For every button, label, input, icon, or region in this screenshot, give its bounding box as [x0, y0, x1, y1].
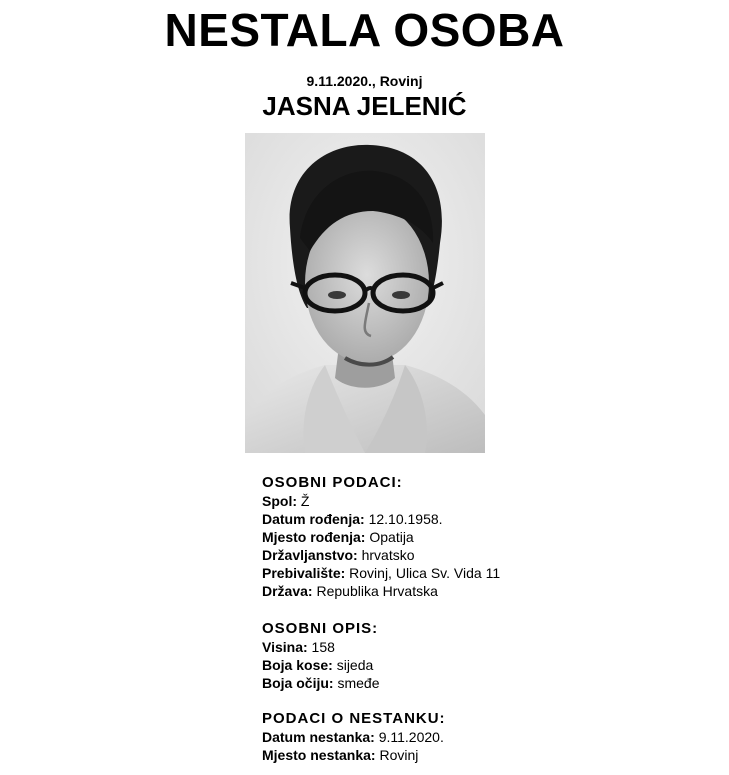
info-row: [262, 638, 702, 656]
info-row: [262, 546, 702, 564]
info-label: Prebivalište:: [262, 565, 346, 581]
personal-info-section: [262, 473, 702, 600]
disappearance-section: [262, 709, 702, 764]
person-name: JASNA JELENIĆ: [262, 91, 467, 121]
info-value: smeđe: [337, 675, 380, 691]
info-label: Datum rođenja:: [262, 511, 365, 527]
info-value: 12.10.1958.: [368, 511, 443, 527]
info-row: [262, 582, 702, 600]
info-value: sijeda: [336, 657, 374, 673]
info-row: [262, 564, 702, 582]
info-value: Rovinj, Ulica Sv. Vida 11: [349, 565, 501, 581]
info-label: Državljanstvo:: [262, 547, 358, 563]
info-value: 158: [311, 639, 335, 655]
info-row: [262, 656, 702, 674]
info-label: Mjesto rođenja:: [262, 529, 366, 545]
info-label: Boja kose:: [262, 657, 333, 673]
info-row: [262, 528, 702, 546]
info-value: 9.11.2020.: [378, 729, 444, 745]
info-row: [262, 728, 702, 746]
info-label: Datum nestanka:: [262, 729, 375, 745]
description-heading: OSOBNI OPIS:: [262, 620, 379, 637]
info-row: [262, 746, 702, 764]
disappearance-heading: PODACI O NESTANKU:: [262, 710, 446, 727]
personal-info-heading: OSOBNI PODACI:: [262, 474, 403, 491]
portrait-illustration: [245, 133, 485, 453]
person-photo: [245, 133, 485, 453]
info-value: hrvatsko: [361, 547, 415, 563]
poster-title: NESTALA OSOBA: [164, 4, 565, 56]
info-label: Mjesto nestanka:: [262, 747, 376, 763]
info-row: [262, 674, 702, 692]
info-label: Spol:: [262, 493, 297, 509]
info-row: [262, 492, 702, 510]
info-value: Opatija: [369, 529, 414, 545]
date-location: 9.11.2020., Rovinj: [306, 73, 423, 89]
info-row: [262, 510, 702, 528]
info-label: Država:: [262, 583, 313, 599]
info-label: Boja očiju:: [262, 675, 334, 691]
info-value: Republika Hrvatska: [316, 583, 438, 599]
description-section: [262, 619, 702, 692]
info-label: Visina:: [262, 639, 308, 655]
info-value: Rovinj: [379, 747, 419, 763]
info-value: Ž: [300, 493, 310, 509]
